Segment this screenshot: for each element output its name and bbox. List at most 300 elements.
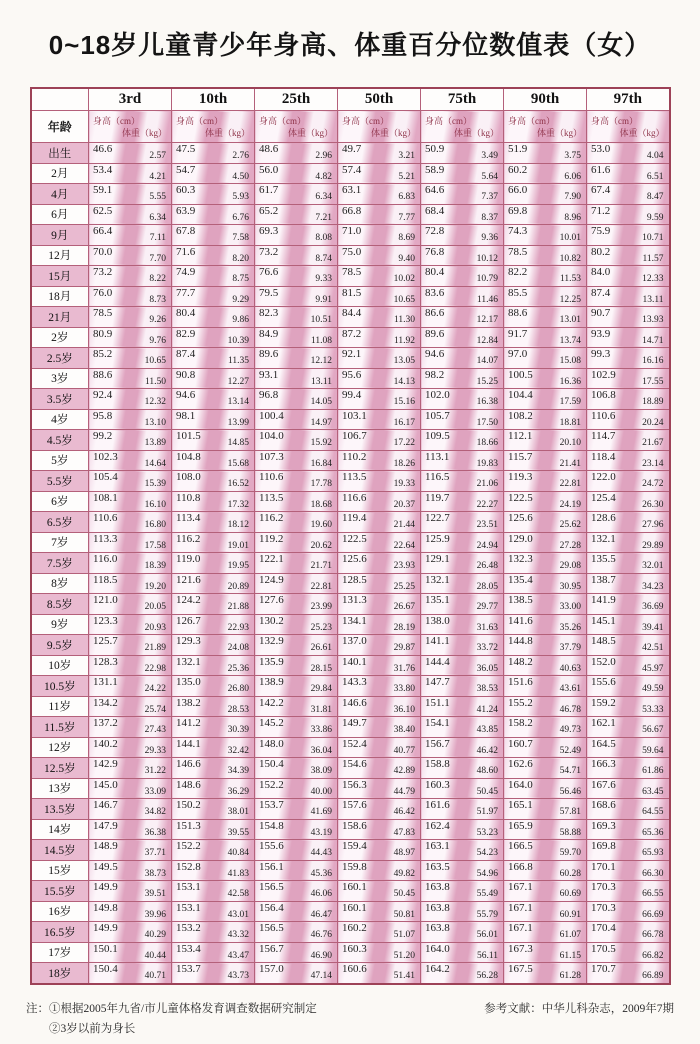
weight-value: 28.05 [476, 581, 498, 592]
weight-value: 66.78 [642, 930, 664, 940]
height-value: 167.1 [508, 881, 533, 893]
weight-value: 51.20 [393, 950, 415, 961]
table-row [31, 286, 670, 307]
weight-value: 6.34 [315, 192, 332, 202]
data-cell [338, 245, 421, 266]
height-value: 125.4 [591, 491, 616, 504]
age-cell: 12.5岁 [31, 758, 89, 779]
data-cell [89, 245, 172, 266]
height-value: 159.2 [591, 696, 616, 709]
height-value: 95.6 [342, 368, 362, 381]
weight-value: 47.83 [393, 827, 415, 838]
height-value: 64.6 [425, 184, 445, 196]
weight-value: 13.14 [227, 397, 249, 407]
data-cell [421, 614, 504, 635]
table-row [31, 922, 670, 943]
weight-value: 23.14 [642, 458, 664, 469]
height-value: 146.6 [342, 696, 367, 709]
table-row [31, 573, 670, 594]
weight-value: 32.42 [227, 745, 249, 756]
data-cell [338, 758, 421, 779]
data-cell [421, 491, 504, 512]
data-cell [421, 737, 504, 758]
weight-label: 体重（kg） [453, 128, 499, 138]
height-value: 108.2 [508, 409, 533, 422]
height-value: 125.9 [425, 532, 450, 545]
height-value: 107.3 [259, 450, 284, 463]
height-value: 66.0 [508, 184, 528, 196]
data-cell [89, 184, 172, 205]
data-cell [587, 901, 670, 922]
weight-value: 31.22 [144, 766, 166, 776]
height-value: 145.1 [591, 614, 616, 627]
weight-value: 49.82 [393, 868, 415, 879]
height-value: 149.8 [93, 901, 118, 914]
data-cell [172, 717, 255, 738]
weight-value: 18.26 [393, 458, 415, 469]
height-value: 152.8 [176, 860, 201, 873]
height-value: 122.0 [591, 471, 616, 483]
table-row [31, 245, 670, 266]
height-value: 141.6 [508, 614, 533, 627]
height-value: 78.5 [93, 307, 113, 319]
height-value: 147.7 [425, 676, 450, 688]
weight-value: 29.87 [393, 643, 415, 653]
height-value: 116.5 [425, 471, 450, 483]
data-cell [89, 573, 172, 594]
data-cell [421, 245, 504, 266]
data-cell [255, 389, 338, 410]
data-cell [172, 450, 255, 471]
weight-value: 20.37 [393, 499, 415, 510]
weight-value: 14.05 [310, 397, 332, 407]
data-cell [504, 286, 587, 307]
weight-value: 7.70 [149, 253, 166, 264]
height-value: 82.2 [508, 266, 528, 278]
data-cell [255, 799, 338, 820]
weight-value: 9.76 [149, 335, 166, 346]
data-cell [255, 553, 338, 574]
data-cell [172, 430, 255, 451]
data-cell [587, 307, 670, 328]
height-value: 134.2 [93, 696, 118, 709]
height-value: 131.1 [93, 676, 118, 688]
data-cell [172, 901, 255, 922]
data-cell [504, 389, 587, 410]
data-cell [421, 553, 504, 574]
data-cell [89, 614, 172, 635]
data-cell [587, 737, 670, 758]
height-value: 46.6 [93, 143, 113, 155]
height-value: 57.4 [342, 163, 362, 176]
table-row [31, 266, 670, 287]
data-cell [421, 430, 504, 451]
data-cell [504, 266, 587, 287]
height-value: 60.2 [508, 163, 528, 176]
data-cell [338, 532, 421, 553]
data-cell [89, 881, 172, 902]
weight-value: 8.20 [232, 253, 249, 264]
weight-value: 17.58 [144, 540, 166, 551]
percentile-header: 90th [504, 88, 587, 111]
data-cell [89, 819, 172, 840]
weight-value: 51.41 [393, 971, 415, 981]
height-value: 160.7 [508, 737, 533, 750]
height-value: 135.1 [425, 594, 450, 606]
weight-value: 4.82 [315, 171, 332, 182]
table-row [31, 860, 670, 881]
height-value: 105.4 [93, 471, 118, 483]
data-cell [338, 860, 421, 881]
weight-value: 10.65 [144, 356, 166, 366]
weight-value: 13.89 [144, 438, 166, 448]
data-cell [504, 942, 587, 963]
age-cell: 4.5岁 [31, 430, 89, 451]
data-cell [504, 696, 587, 717]
data-cell [172, 922, 255, 943]
data-cell [255, 942, 338, 963]
weight-value: 28.19 [393, 622, 415, 633]
height-value: 119.3 [508, 471, 533, 483]
table-row [31, 963, 670, 984]
data-cell [338, 922, 421, 943]
height-value: 170.3 [591, 881, 616, 893]
age-cell: 15.5岁 [31, 881, 89, 902]
table-row [31, 389, 670, 410]
weight-value: 11.08 [310, 335, 332, 346]
data-cell [504, 819, 587, 840]
notes [26, 999, 674, 1040]
data-cell [587, 717, 670, 738]
height-value: 153.2 [176, 922, 201, 934]
weight-value: 56.01 [476, 930, 498, 940]
data-cell [504, 963, 587, 984]
weight-value: 21.88 [227, 602, 249, 612]
data-cell [338, 450, 421, 471]
weight-value: 34.39 [227, 766, 249, 776]
data-cell [338, 184, 421, 205]
weight-value: 2.76 [232, 151, 249, 161]
weight-value: 14.07 [476, 356, 498, 366]
weight-value: 14.71 [642, 335, 664, 346]
data-cell [504, 225, 587, 246]
weight-value: 60.91 [559, 909, 581, 920]
note-line-2 [26, 1019, 317, 1040]
data-cell [504, 348, 587, 369]
data-cell [172, 266, 255, 287]
data-cell [504, 901, 587, 922]
weight-value: 25.74 [144, 704, 166, 715]
weight-value: 13.99 [227, 417, 249, 428]
data-cell [338, 655, 421, 676]
weight-value: 24.22 [144, 684, 166, 694]
height-value: 69.8 [508, 204, 528, 217]
data-cell [587, 573, 670, 594]
data-cell [421, 901, 504, 922]
height-value: 170.3 [591, 901, 616, 914]
data-cell [504, 737, 587, 758]
height-value: 84.9 [259, 327, 279, 340]
height-value: 150.1 [93, 942, 118, 955]
weight-value: 57.81 [559, 807, 581, 817]
weight-value: 20.93 [144, 622, 166, 633]
height-value: 128.3 [93, 655, 118, 668]
weight-value: 11.46 [476, 294, 498, 305]
data-cell [587, 696, 670, 717]
weight-value: 40.63 [559, 663, 581, 674]
data-cell [255, 471, 338, 492]
weight-value: 54.96 [476, 868, 498, 879]
data-cell [421, 860, 504, 881]
data-cell [338, 307, 421, 328]
weight-value: 33.00 [559, 602, 581, 612]
weight-value: 46.47 [310, 909, 332, 920]
height-value: 134.1 [342, 614, 367, 627]
height-value: 155.6 [591, 676, 616, 688]
height-value: 58.9 [425, 163, 445, 176]
height-value: 54.7 [176, 163, 196, 176]
age-cell: 5.5岁 [31, 471, 89, 492]
height-value: 99.3 [591, 348, 611, 360]
weight-value: 42.58 [227, 889, 249, 899]
weight-value: 18.66 [476, 438, 498, 448]
data-cell [338, 348, 421, 369]
weight-value: 28.53 [227, 704, 249, 715]
height-value: 93.1 [259, 368, 279, 381]
weight-value: 14.97 [310, 417, 332, 428]
height-value: 154.6 [342, 758, 367, 770]
weight-label: 体重（kg） [619, 128, 665, 138]
data-cell [421, 717, 504, 738]
weight-value: 66.89 [642, 971, 664, 981]
weight-value: 43.61 [559, 684, 581, 694]
weight-value: 3.21 [398, 151, 415, 161]
height-value: 164.2 [425, 963, 450, 975]
height-value: 157.6 [342, 799, 367, 811]
height-value: 116.2 [259, 512, 284, 524]
data-cell [421, 778, 504, 799]
weight-value: 43.73 [227, 971, 249, 981]
height-value: 96.8 [259, 389, 279, 401]
weight-value: 61.28 [559, 971, 581, 981]
weight-value: 65.36 [642, 827, 664, 838]
height-value: 65.2 [259, 204, 279, 217]
data-cell [421, 963, 504, 984]
data-cell [255, 143, 338, 164]
weight-value: 30.39 [227, 725, 249, 735]
height-value: 163.8 [425, 901, 450, 914]
height-value: 88.6 [93, 368, 113, 381]
data-cell [504, 881, 587, 902]
height-value: 53.0 [591, 143, 611, 155]
age-cell: 10.5岁 [31, 676, 89, 697]
data-cell [421, 368, 504, 389]
data-cell [255, 512, 338, 533]
weight-value: 40.29 [144, 930, 166, 940]
height-value: 141.9 [591, 594, 616, 606]
data-cell [504, 635, 587, 656]
weight-value: 51.07 [393, 930, 415, 940]
data-cell [338, 491, 421, 512]
height-value: 153.7 [259, 799, 284, 811]
height-value: 167.1 [508, 901, 533, 914]
data-cell [338, 676, 421, 697]
weight-value: 7.11 [149, 233, 166, 243]
data-cell [587, 327, 670, 348]
data-cell [587, 163, 670, 184]
data-cell [172, 204, 255, 225]
height-value: 125.6 [342, 553, 367, 565]
weight-value: 12.12 [310, 356, 332, 366]
height-value: 156.5 [259, 922, 284, 934]
height-value: 82.3 [259, 307, 279, 319]
notes-left [26, 999, 317, 1040]
data-cell [172, 819, 255, 840]
data-cell [587, 655, 670, 676]
data-cell [421, 143, 504, 164]
data-cell [338, 614, 421, 635]
height-value: 126.7 [176, 614, 201, 627]
age-cell: 6岁 [31, 491, 89, 512]
height-value: 123.3 [93, 614, 118, 627]
data-cell [172, 840, 255, 861]
data-cell [255, 307, 338, 328]
weight-value: 17.22 [393, 438, 415, 448]
data-cell [587, 635, 670, 656]
weight-value: 46.06 [310, 889, 332, 899]
height-value: 94.6 [176, 389, 196, 401]
height-value: 53.4 [93, 163, 113, 176]
data-cell [172, 963, 255, 984]
weight-value: 34.23 [642, 581, 664, 592]
height-value: 103.1 [342, 409, 367, 422]
data-cell [172, 409, 255, 430]
data-cell [338, 143, 421, 164]
height-value: 146.6 [176, 758, 201, 770]
weight-value: 9.33 [315, 274, 332, 284]
age-cell: 16.5岁 [31, 922, 89, 943]
weight-value: 18.12 [227, 520, 249, 530]
weight-value: 26.48 [476, 561, 498, 571]
weight-value: 55.49 [476, 889, 498, 899]
height-value: 89.6 [425, 327, 445, 340]
table-row [31, 307, 670, 328]
age-cell: 12岁 [31, 737, 89, 758]
height-value: 63.9 [176, 204, 196, 217]
age-cell: 13.5岁 [31, 799, 89, 820]
weight-value: 13.11 [310, 376, 332, 387]
weight-value: 40.71 [144, 971, 166, 981]
weight-value: 39.55 [227, 827, 249, 838]
weight-value: 16.38 [476, 397, 498, 407]
age-cell: 9月 [31, 225, 89, 246]
age-cell: 13岁 [31, 778, 89, 799]
weight-value: 56.11 [476, 950, 498, 961]
data-cell [172, 348, 255, 369]
height-value: 150.2 [176, 799, 201, 811]
data-cell [89, 922, 172, 943]
age-cell: 21月 [31, 307, 89, 328]
weight-value: 13.05 [393, 356, 415, 366]
data-cell [172, 635, 255, 656]
weight-value: 40.00 [310, 786, 332, 797]
table-row [31, 450, 670, 471]
data-cell [172, 778, 255, 799]
height-value: 119.4 [342, 512, 367, 524]
height-value: 88.6 [508, 307, 528, 319]
weight-value: 13.10 [144, 417, 166, 428]
data-cell [338, 717, 421, 738]
data-cell [421, 655, 504, 676]
height-value: 56.0 [259, 163, 279, 176]
data-cell [89, 491, 172, 512]
data-cell [255, 573, 338, 594]
table-row [31, 409, 670, 430]
height-value: 76.6 [259, 266, 279, 278]
height-value: 156.3 [342, 778, 367, 791]
height-value: 149.7 [342, 717, 367, 729]
height-value: 148.5 [591, 635, 616, 647]
height-value: 152.0 [591, 655, 616, 668]
height-value: 158.6 [342, 819, 367, 832]
height-value: 116.6 [342, 491, 367, 504]
weight-value: 17.59 [559, 397, 581, 407]
weight-value: 53.23 [476, 827, 498, 838]
height-value: 160.3 [425, 778, 450, 791]
data-cell [338, 901, 421, 922]
weight-value: 46.90 [310, 950, 332, 961]
weight-value: 9.40 [398, 253, 415, 264]
data-cell [421, 922, 504, 943]
table-row [31, 840, 670, 861]
data-cell [255, 327, 338, 348]
height-value: 76.8 [425, 245, 445, 258]
weight-value: 11.57 [642, 253, 664, 264]
weight-value: 32.01 [642, 561, 664, 571]
table-row [31, 655, 670, 676]
height-value: 87.4 [591, 286, 611, 299]
data-cell [504, 368, 587, 389]
data-cell [89, 225, 172, 246]
weight-value: 50.45 [476, 786, 498, 797]
weight-value: 16.17 [393, 417, 415, 428]
height-value: 76.0 [93, 286, 113, 299]
height-value: 145.2 [259, 717, 284, 729]
height-value: 85.5 [508, 286, 528, 299]
weight-value: 25.25 [393, 581, 415, 592]
weight-value: 36.10 [393, 704, 415, 715]
data-cell [587, 594, 670, 615]
height-value: 119.2 [259, 532, 284, 545]
age-cell: 14岁 [31, 819, 89, 840]
weight-value: 8.08 [315, 233, 332, 243]
weight-value: 52.49 [559, 745, 581, 756]
age-cell: 6.5岁 [31, 512, 89, 533]
age-cell: 11.5岁 [31, 717, 89, 738]
table-row [31, 225, 670, 246]
weight-value: 56.67 [642, 725, 664, 735]
weight-value: 19.95 [227, 561, 249, 571]
weight-value: 8.75 [232, 274, 249, 284]
weight-value: 8.74 [315, 253, 332, 264]
height-label: 身高（cm） [425, 116, 472, 126]
height-value: 156.7 [425, 737, 450, 750]
weight-value: 8.69 [398, 233, 415, 243]
data-cell [255, 450, 338, 471]
age-cell: 2.5岁 [31, 348, 89, 369]
height-value: 66.4 [93, 225, 113, 237]
data-cell [255, 614, 338, 635]
